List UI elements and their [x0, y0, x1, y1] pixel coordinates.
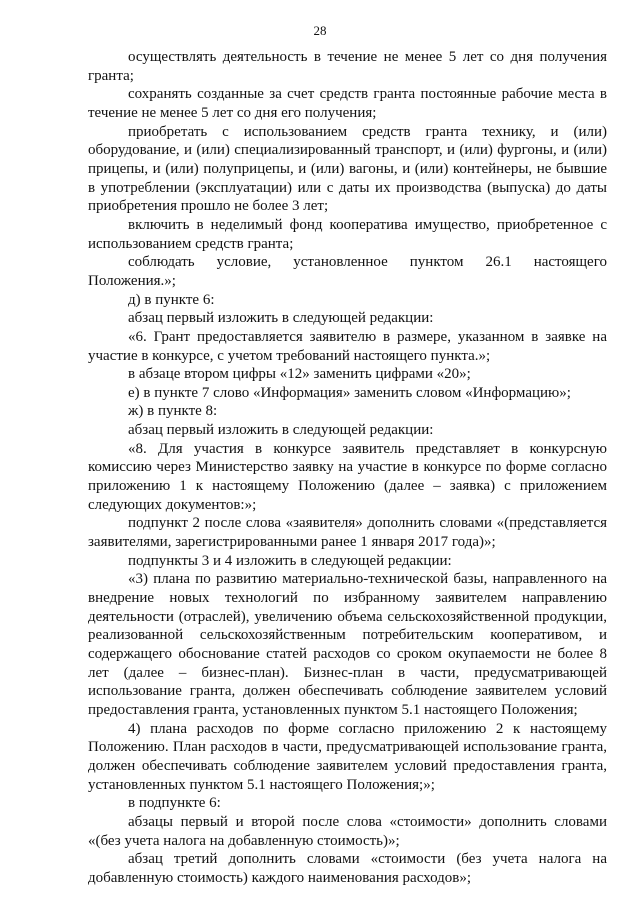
paragraph: абзац первый изложить в следующей редакции: [128, 422, 434, 439]
paragraph: включить в неделимый фонд кооператива имущество, приобретенное с использованием средств гранта; [88, 216, 607, 252]
paragraph: подпункты 3 и 4 изложить в следующей редакции: [128, 552, 452, 569]
paragraph: «8. Для участия в конкурсе заявитель представляет в конкурсную комиссию через Министерство заявку на участие в конкурсе по форме согласно приложению 1 к настоящему Положению (далее – заявка) с приложением следующих документов:»; [88, 440, 607, 513]
paragraph: д) в пункте 6: [128, 291, 215, 308]
paragraph: ж) в пункте 8: [128, 403, 218, 420]
paragraph: «3) плана по развитию материально-технической базы, направленного на внедрение новых технологий по избранному заявителем направлению деятельности (отраслей), увеличению объема сельскохозяйственной продукции, реализованной сельскохозяйственным потребительским кооперативом, и содержащего обоснование статей расходов со сроком окупаемости не более 8 лет (далее – бизнес-план). Бизнес-план в части, предусматривающей использование гранта, должен обеспечивать соблюдение заявителем условий предоставления гранта, установленных пунктом 5.1 настоящего Положения; [88, 571, 607, 718]
paragraph: в подпункте 6: [128, 795, 221, 812]
paragraph: абзац третий дополнить словами «стоимости (без учета налога на добавленную стоимость) каждого наименования расходов»; [88, 851, 607, 886]
paragraph: 4) плана расходов по форме согласно приложению 2 к настоящему Положению. План расходов в части, предусматривающей использование гранта, должен обеспечивать соблюдение заявителем условий предоставления гранта, установленных пунктом 5.1 настоящего Положения;»; [88, 720, 607, 793]
paragraph: соблюдать условие, установленное пунктом 26.1 настоящего Положения.»; [88, 254, 607, 289]
paragraph: в абзаце втором цифры «12» заменить цифрами «20»; [128, 366, 471, 383]
document-body [88, 48, 607, 888]
paragraph: подпункт 2 после слова «заявителя» дополнить словами «(представляется заявителями, зарегистрированными ранее 1 января 2017 года)»; [88, 515, 607, 551]
paragraph: осуществлять деятельность в течение не менее 5 лет со дня получения гранта; [88, 49, 607, 84]
paragraph: абзацы первый и второй после слова «стоимости» дополнить словами «(без учета налога на добавленную стоимость)»; [88, 813, 607, 849]
paragraph: е) в пункте 7 слово «Информация» заменить словом «Информацию»; [128, 384, 571, 401]
paragraph: приобретать с использованием средств гранта технику, и (или) оборудование, и (или) специализированный транспорт, и (или) фургоны, и (или) прицепы, и (или) полуприцепы, и (или) вагоны, и (или) контейнеры, не бывшие в употреблении (эксплуатации) или с даты их производства (выпуска) до даты приобретения прошло не более 3 лет; [88, 123, 607, 215]
paragraph: «6. Грант предоставляется заявителю в размере, указанном в заявке на участие в конкурсе, с учетом требований настоящего пункта.»; [88, 328, 607, 364]
paragraph: сохранять созданные за счет средств гранта постоянные рабочие места в течение не менее 5 лет со дня его получения; [88, 86, 607, 121]
paragraph: абзац первый изложить в следующей редакции: [128, 310, 434, 327]
page-number: 28 [313, 23, 327, 38]
